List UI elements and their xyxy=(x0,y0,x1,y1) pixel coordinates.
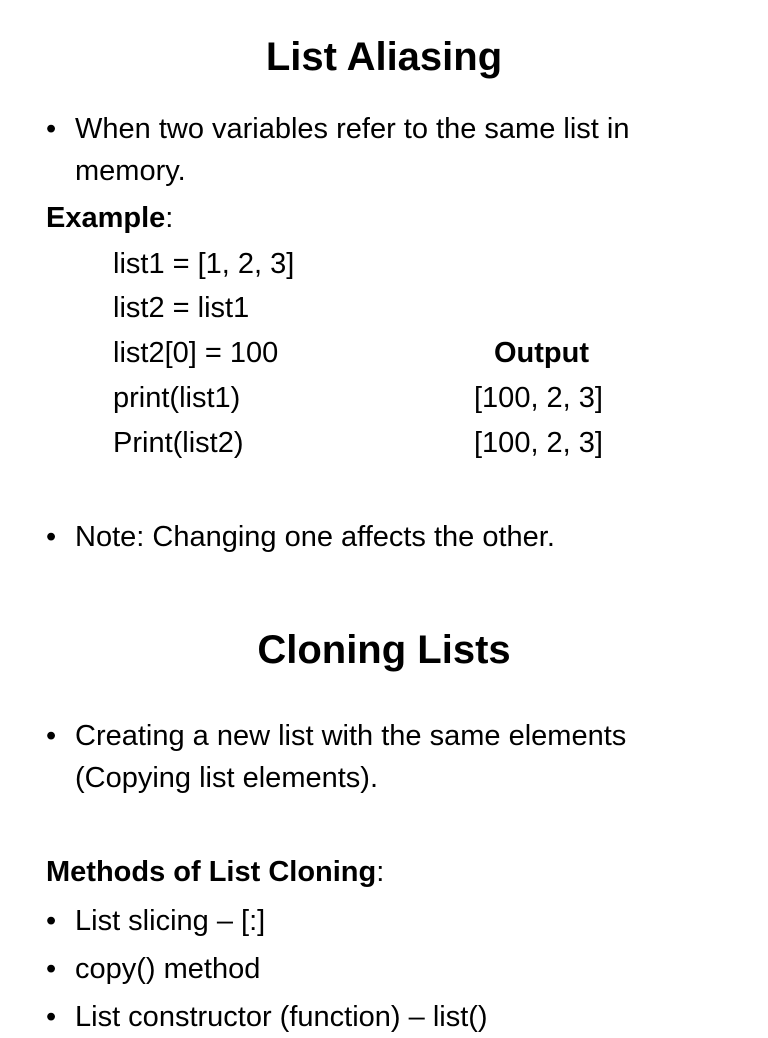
method-text-3: List constructor (function) – list() xyxy=(75,1001,488,1033)
output-heading: Output xyxy=(494,337,590,369)
methods-label-text: Methods of List Cloning xyxy=(46,856,377,888)
method-bullet-1 xyxy=(46,900,726,942)
output-line-1: [100, 2, 3] xyxy=(474,382,603,414)
code-line-5: Print(list2) xyxy=(113,427,244,459)
example-label-colon: : xyxy=(165,202,174,234)
aliasing-note-bullet xyxy=(46,516,726,558)
list-aliasing-title: List Aliasing xyxy=(265,35,503,79)
bullet-icon: • xyxy=(46,720,57,752)
cloning-definition-text: Creating a new list with the same elements (Copying list elements). xyxy=(75,720,627,794)
code-line-1: list1 = [1, 2, 3] xyxy=(113,248,295,280)
cloning-lists-title: Cloning Lists xyxy=(257,628,511,672)
method-bullet-3 xyxy=(46,996,726,1038)
code-line-3: list2[0] = 100 xyxy=(113,337,279,369)
method-bullet-2 xyxy=(46,948,726,990)
code-line-2: list2 = list1 xyxy=(113,292,250,324)
methods-label xyxy=(46,852,384,892)
methods-label-colon: : xyxy=(376,856,385,888)
aliasing-definition-text: When two variables refer to the same list in memory. xyxy=(75,113,630,187)
cloning-definition-bullet xyxy=(46,715,726,799)
code-line-4: print(list1) xyxy=(113,382,241,414)
bullet-icon: • xyxy=(46,905,57,937)
aliasing-definition-bullet xyxy=(46,108,726,192)
aliasing-note-text: Note: Changing one affects the other. xyxy=(75,521,555,553)
bullet-icon: • xyxy=(46,113,57,145)
method-text-1: List slicing – [:] xyxy=(75,905,266,937)
bullet-icon: • xyxy=(46,953,57,985)
method-text-2: copy() method xyxy=(75,953,261,985)
bullet-icon: • xyxy=(46,1001,57,1033)
example-label xyxy=(46,198,173,238)
example-label-text: Example xyxy=(46,202,166,234)
output-line-2: [100, 2, 3] xyxy=(474,427,603,459)
bullet-icon: • xyxy=(46,521,57,553)
